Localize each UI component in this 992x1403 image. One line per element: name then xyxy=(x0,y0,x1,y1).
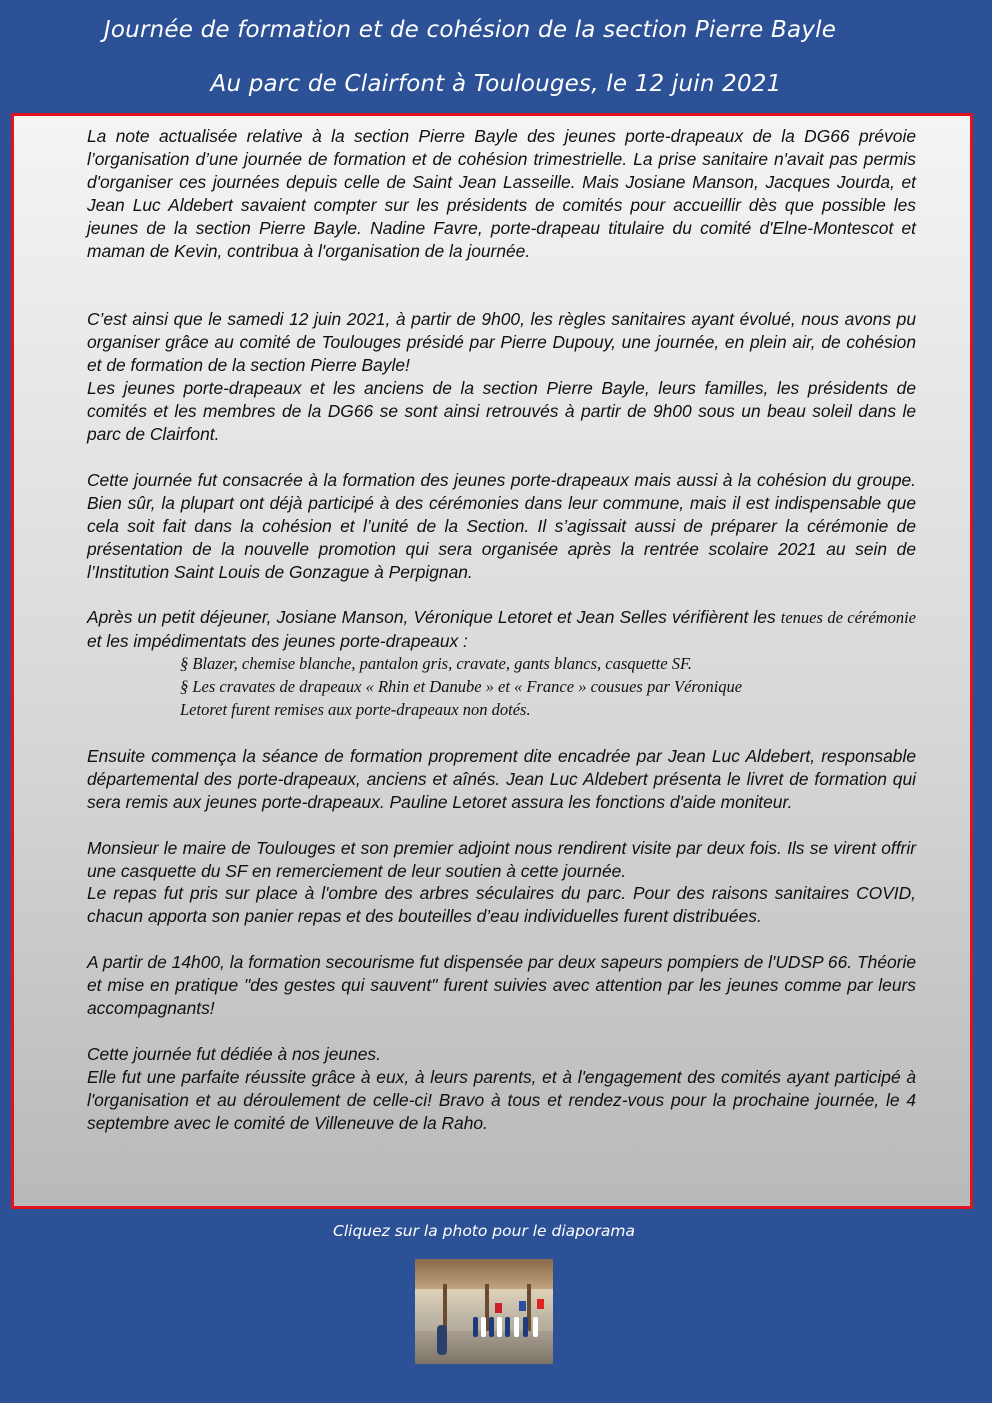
paragraph-purpose: Cette journée fut consacrée à la formation des jeunes porte-drapeaux mais aussi à la cohésion du groupe. Bien sûr, la plupart ont déjà participé à des cérémonies dans leur commune, mais il est indispensable que cela soit fait dans la cohésion et l’unité de la Section. Il s’agissait aussi de préparer la cérémonie de présentation de la nouvelle promotion qui sera organisée après la rentrée scolaire 2021 au sein de l’Institution Saint Louis de Gonzague à Perpignan. xyxy=(87,469,916,582)
slideshow-caption: Cliquez sur la photo pour le diaporama xyxy=(333,1222,635,1240)
photo-figure xyxy=(514,1317,519,1337)
breakfast-text-end: et les impédimentats des jeunes porte-drapeaux : xyxy=(87,631,468,652)
slideshow-photo-link[interactable] xyxy=(415,1259,553,1364)
page-title: Journée de formation et de cohésion de la section Pierre Bayle xyxy=(103,17,837,43)
paragraph-training: Ensuite commença la séance de formation proprement dite encadrée par Jean Luc Aldebert, responsable départemental des porte-drapeaux, anciens et aînés. Jean Luc Aldebert présenta le livret de formation qui sera remis aux jeunes porte-drapeaux. Pauline Letoret assura les fonctions d'aide moniteur. xyxy=(87,745,916,812)
photo-figure xyxy=(505,1317,510,1337)
paragraph-meal: Le repas fut pris sur place à l'ombre des arbres séculaires du parc. Pour des raisons sanitaires COVID, chacun apporta son panier repas et des bouteilles d’eau individuelles furent distribuées. xyxy=(87,883,916,927)
breakfast-text-serif: tenues de cérémonie xyxy=(780,608,916,628)
bullet-item: § Blazer, chemise blanche, pantalon gris, cravate, gants blancs, casquette SF. xyxy=(180,654,693,674)
photo-figure xyxy=(473,1317,478,1337)
paragraph-date: C’est ainsi que le samedi 12 juin 2021, à partir de 9h00, les règles sanitaires ayant évolué, nous avons pu organiser grâce au comité de Toulouges présidé par Pierre Dupouy, une journée, en plein air, de cohésion et de formation de la section Pierre Bayle! xyxy=(87,309,916,376)
paragraph-intro: La note actualisée relative à la section Pierre Bayle des jeunes porte-drapeaux de la DG66 prévoie l’organisation d’une journée de formation et de cohésion trimestrielle. La prise sanitaire n'avait pas permis d'organiser ces journées depuis celle de Saint Jean Lasseille. Mais Josiane Manson, Jacques Jourda, et Jean Luc Aldebert savaient compter sur les présidents de comités pour accueillir dès que possible les jeunes de la section Pierre Bayle. Nadine Favre, porte-drapeau titulaire du comité d'Elne-Montescot et maman de Kevin, contribua à l'organisation de la journée. xyxy=(87,126,916,261)
breakfast-text-start: Après un petit déjeuner, Josiane Manson, Véronique Letoret et Jean Selles vérifièrent les xyxy=(87,607,781,628)
bullet-item-continuation: Letoret furent remises aux porte-drapeaux non dotés. xyxy=(180,700,531,720)
photo-figure xyxy=(497,1317,502,1337)
paragraph-mayor: Monsieur le maire de Toulouges et son premier adjoint nous rendirent visite par deux fois. Ils se virent offrir une casquette du SF en remerciement de leur soutien à cette journée. xyxy=(87,837,916,881)
photo-figure xyxy=(523,1317,528,1337)
paragraph-closing: Elle fut une parfaite réussite grâce à eux, à leurs parents, et à l'engagement des comités ayant participé à l'organisation et au déroulement de celle-ci! Bravo à tous et rendez-vous pour la prochaine journée, le 4 septembre avec le comité de Villeneuve de la Raho. xyxy=(87,1066,916,1133)
paragraph-breakfast xyxy=(87,606,916,653)
bullet-item: § Les cravates de drapeaux « Rhin et Danube » et « France » cousues par Véronique xyxy=(180,677,743,697)
photo-flag xyxy=(495,1303,502,1313)
photo-figure xyxy=(489,1317,494,1337)
paragraph-participants: Les jeunes porte-drapeaux et les anciens de la section Pierre Bayle, leurs familles, les présidents de comités et les membres de la DG66 se sont ainsi retrouvés à partir de 9h00 sous un beau soleil dans le parc de Clairfont. xyxy=(87,378,916,444)
article-body xyxy=(87,125,916,1135)
photo-figure xyxy=(481,1317,486,1337)
photo-flag xyxy=(519,1301,526,1311)
page-subtitle: Au parc de Clairfont à Toulouges, le 12 juin 2021 xyxy=(210,71,782,97)
paragraph-first-aid: A partir de 14h00, la formation secourisme fut dispensée par deux sapeurs pompiers de l'UDSP 66. Théorie et mise en pratique "des gestes qui sauvent" furent suivies avec attention par les jeunes comme par leurs accompagnants! xyxy=(87,952,916,1019)
photo-person xyxy=(437,1325,447,1355)
photo-flag xyxy=(537,1299,544,1309)
photo-roof xyxy=(415,1259,553,1289)
photo-figure xyxy=(533,1317,538,1337)
paragraph-dedication: Cette journée fut dédiée à nos jeunes. xyxy=(87,1044,381,1064)
